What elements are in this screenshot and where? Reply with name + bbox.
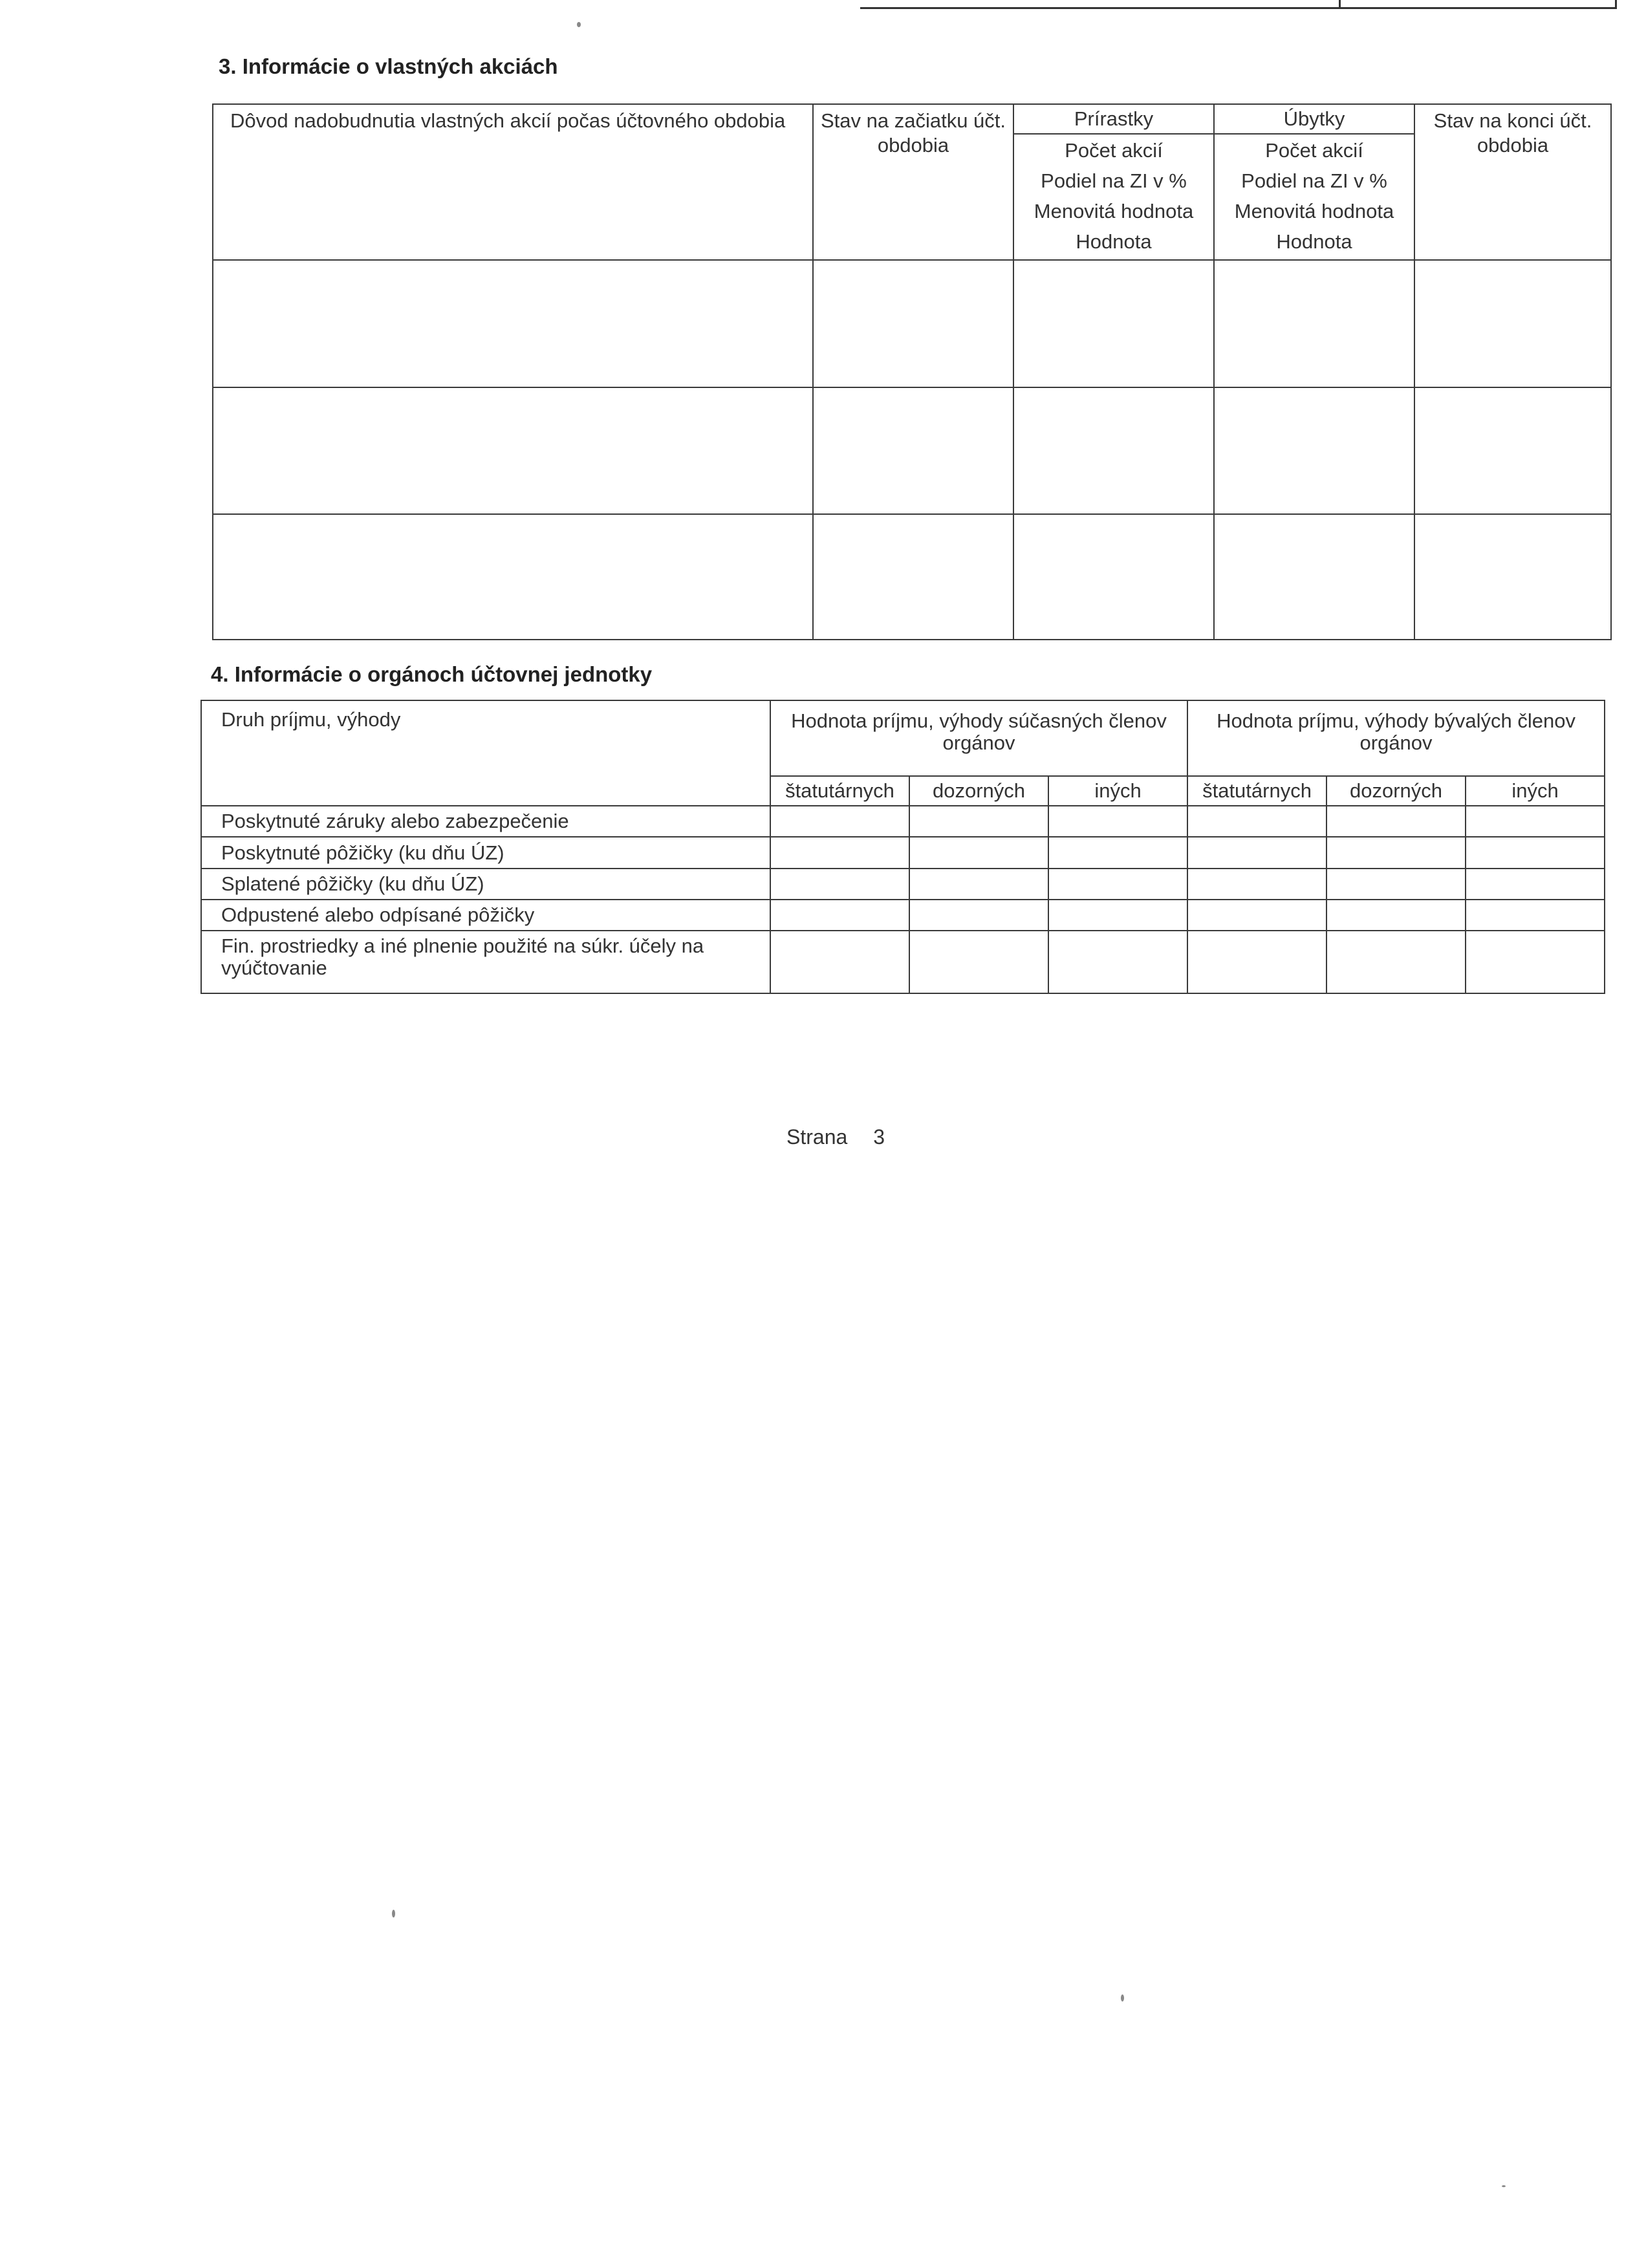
row-loans-repaid-label: Splatené pôžičky (ku dňu ÚZ) [201, 869, 770, 900]
table-row [201, 900, 1605, 931]
page-label: Strana [786, 1125, 848, 1149]
col-start-header: Stav na začiatku účt. obdobia [813, 104, 1013, 260]
decrease-sub-value: Hodnota [1276, 230, 1352, 253]
row-private-use-label: Fin. prostriedky a iné plnenie použité na súkr. účely na vyúčtovanie [201, 931, 770, 993]
decrease-sub-share: Podiel na ZI v % [1241, 169, 1387, 192]
table-row [201, 837, 1605, 868]
row-loans-provided-label: Poskytnuté pôžičky (ku dňu ÚZ) [201, 837, 770, 868]
col-reason-header: Dôvod nadobudnutia vlastných akcií počas účtovného obdobia [213, 104, 813, 260]
scan-speck [1502, 2185, 1506, 2187]
table-row [201, 869, 1605, 900]
page-footer [786, 1125, 885, 1149]
row-guarantees-label: Poskytnuté záruky alebo zabezpečenie [201, 806, 770, 837]
decrease-label: Úbytky [1215, 105, 1414, 135]
former-statutory-header: štatutárnych [1187, 776, 1326, 806]
col-former-header: Hodnota príjmu, výhody bývalých členov orgánov [1187, 700, 1605, 776]
increase-sub-value: Hodnota [1076, 230, 1152, 253]
col-increase-header [1013, 104, 1214, 260]
current-other-header: iných [1048, 776, 1187, 806]
section4-title: 4. Informácie o orgánoch účtovnej jednotky [211, 662, 653, 686]
col-end-header: Stav na konci účt. obdobia [1414, 104, 1611, 260]
table-row [213, 387, 1611, 514]
section3-title: 3. Informácie o vlastných akciách [219, 54, 558, 78]
table-row [201, 931, 1605, 993]
scan-speck [1121, 1994, 1124, 2002]
increase-label: Prírastky [1014, 105, 1213, 135]
increase-sub-nominal: Menovitá hodnota [1034, 200, 1194, 222]
page-number: 3 [873, 1125, 885, 1149]
former-other-header: iných [1466, 776, 1605, 806]
row-loans-forgiven-label: Odpustené alebo odpísané pôžičky [201, 900, 770, 931]
increase-sub-share: Podiel na ZI v % [1041, 169, 1187, 192]
previous-table-edge [860, 0, 1617, 9]
decrease-sub-count: Počet akcií [1265, 139, 1363, 162]
table-row [213, 514, 1611, 640]
current-statutory-header: štatutárnych [770, 776, 909, 806]
current-supervisory-header: dozorných [909, 776, 1048, 806]
col-current-header: Hodnota príjmu, výhody súčasných členov orgánov [770, 700, 1187, 776]
increase-sub-count: Počet akcií [1065, 139, 1163, 162]
decrease-sub-nominal: Menovitá hodnota [1234, 200, 1394, 222]
scan-speck [577, 22, 581, 27]
former-supervisory-header: dozorných [1326, 776, 1466, 806]
bodies-table [200, 700, 1605, 994]
own-shares-table [212, 103, 1612, 640]
table-row [213, 260, 1611, 387]
table-row [201, 806, 1605, 837]
scan-speck [392, 1910, 395, 1917]
col-decrease-header [1214, 104, 1414, 260]
col-type-header: Druh príjmu, výhody [201, 700, 770, 806]
